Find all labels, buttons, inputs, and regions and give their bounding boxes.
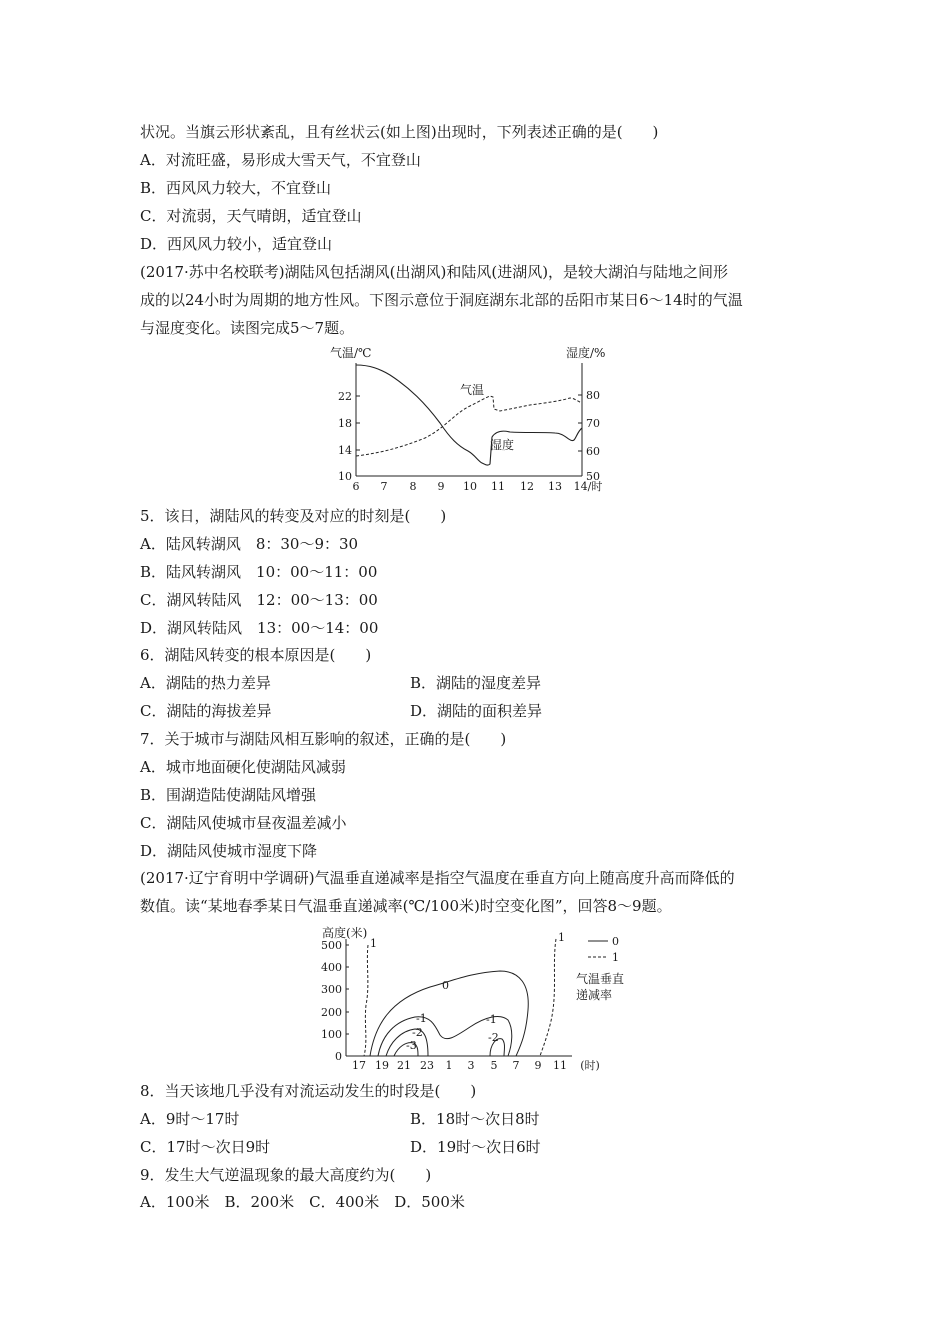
q5-stem: 5．该日，湖陆风的转变及对应的时刻是( ) [140, 507, 447, 525]
passage1-line2: 成的以24小时为周期的地方性风。下图示意位于洞庭湖东北部的岳阳市某日6～14时的气温 [140, 291, 743, 309]
x-tick: 19 [375, 1059, 389, 1072]
intro-text: 状况。当旗云形状紊乱，且有丝状云(如上图)出现时，下列表述正确的是( ) [140, 123, 659, 141]
y-left-tick: 22 [338, 390, 352, 403]
contour-label: -1 [416, 1012, 427, 1025]
isoline-1-left [364, 945, 368, 1056]
y-right-tick: 50 [586, 470, 600, 483]
q6-option-a: A．湖陆的热力差异 [140, 674, 271, 692]
contour-label: -1 [486, 1013, 497, 1026]
y-tick: 300 [321, 983, 342, 996]
q6-option-c: C．湖陆的海拔差异 [140, 702, 272, 720]
x-tick: 1 [445, 1059, 453, 1072]
x-unit: (时) [580, 1059, 600, 1072]
x-tick: 11 [553, 1059, 567, 1072]
x-tick: 13 [548, 480, 562, 493]
x-tick: 10 [463, 480, 477, 493]
y-left-tick: 18 [338, 417, 352, 430]
q8-stem: 8．当天该地几乎没有对流运动发生的时段是( ) [140, 1082, 477, 1100]
q9-stem: 9．发生大气逆温现象的最大高度约为( ) [140, 1166, 432, 1184]
q5-option-a: A．陆风转湖风 8：30～9：30 [140, 535, 359, 553]
legend-title-2: 递减率 [576, 988, 613, 1002]
q5-option-d: D．湖风转陆风 13：00～14：00 [140, 619, 379, 637]
contour-label: -2 [412, 1026, 423, 1039]
legend-title-1: 气温垂直 [576, 972, 625, 986]
x-tick: 8 [409, 480, 417, 493]
x-tick: 21 [397, 1059, 411, 1072]
q9-options: A．100米 B．200米 C．400米 D．500米 [140, 1193, 465, 1211]
lapse-rate-chart [320, 925, 660, 1075]
q5-option-c: C．湖风转陆风 12：00～13：00 [140, 591, 378, 609]
passage1-line3: 与湿度变化。读图完成5～7题。 [140, 319, 355, 337]
x-tick: 14/时 [573, 480, 603, 493]
y-tick: 200 [321, 1006, 342, 1019]
isoline-1-right [540, 939, 556, 1056]
q8-option-a: A．9时～17时 [140, 1110, 240, 1128]
q7-stem: 7．关于城市与湖陆风相互影响的叙述，正确的是( ) [140, 730, 507, 748]
y-right-label: 湿度/% [566, 346, 606, 360]
x-tick: 9 [437, 480, 445, 493]
isoline-0 [370, 971, 528, 1056]
contour-label: -3 [406, 1039, 417, 1052]
q7-option-a: A．城市地面硬化使湖陆风减弱 [140, 758, 346, 776]
x-tick: 12 [520, 480, 534, 493]
y-right-tick: 70 [586, 417, 600, 430]
q4-option-a: A．对流旺盛，易形成大雪天气，不宜登山 [140, 151, 421, 169]
q7-option-c: C．湖陆风使城市昼夜温差减小 [140, 814, 347, 832]
y-left-tick: 10 [338, 470, 352, 483]
y-tick: 100 [321, 1028, 342, 1041]
humidity-curve [356, 365, 582, 465]
legend-solid-label: 0 [612, 935, 619, 948]
q8-option-c: C．17时～次日9时 [140, 1138, 271, 1156]
q6-option-b: B．湖陆的湿度差异 [410, 674, 542, 692]
q7-option-b: B．围湖造陆使湖陆风增强 [140, 786, 317, 804]
y-tick: 400 [321, 961, 342, 974]
y-left-label: 气温/℃ [330, 346, 372, 360]
q7-option-d: D．湖陆风使城市湿度下降 [140, 842, 318, 860]
x-tick: 7 [512, 1059, 520, 1072]
temperature-label: 气温 [460, 383, 485, 397]
q6-option-d: D．湖陆的面积差异 [410, 702, 543, 720]
x-tick: 23 [420, 1059, 434, 1072]
x-tick: 3 [467, 1059, 475, 1072]
passage2-line1: (2017·辽宁育明中学调研)气温垂直递减率是指空气温度在垂直方向上随高度升高而降低的 [140, 869, 735, 887]
legend-dashed-label: 1 [612, 951, 619, 964]
passage2-line2: 数值。读“某地春季某日气温垂直递减率(℃/100米)时空变化图”，回答8～9题。 [140, 897, 672, 915]
temperature-curve [356, 396, 582, 456]
q4-option-b: B．西风风力较大，不宜登山 [140, 179, 332, 197]
y-tick: 500 [321, 939, 342, 952]
x-tick: 5 [490, 1059, 498, 1072]
q4-option-c: C．对流弱，天气晴朗，适宜登山 [140, 207, 362, 225]
y-right-tick: 80 [586, 389, 600, 402]
y-left-tick: 14 [338, 444, 352, 457]
q6-stem: 6．湖陆风转变的根本原因是( ) [140, 646, 372, 664]
contour-label: 1 [370, 937, 377, 950]
contour-label: -2 [488, 1031, 499, 1044]
temperature-humidity-chart [330, 343, 630, 498]
y-tick: 0 [335, 1050, 342, 1063]
q8-option-d: D．19时～次日6时 [410, 1138, 541, 1156]
y-right-tick: 60 [586, 445, 600, 458]
q5-option-b: B．陆风转湖风 10：00～11：00 [140, 563, 378, 581]
x-tick: 11 [491, 480, 505, 493]
x-tick: 6 [352, 480, 360, 493]
x-tick: 9 [534, 1059, 542, 1072]
passage1-line1: (2017·苏中名校联考)湖陆风包括湖风(出湖风)和陆风(进湖风)，是较大湖泊与陆地之间形 [140, 263, 729, 281]
q8-option-b: B．18时～次日8时 [410, 1110, 540, 1128]
contour-label: 1 [558, 931, 565, 944]
y-axis-label: 高度(米) [322, 926, 368, 940]
q4-option-d: D．西风风力较小，适宜登山 [140, 235, 333, 253]
humidity-label: 湿度 [490, 438, 515, 452]
x-tick: 7 [380, 480, 388, 493]
contour-label: 0 [442, 979, 449, 992]
x-tick: 17 [352, 1059, 366, 1072]
